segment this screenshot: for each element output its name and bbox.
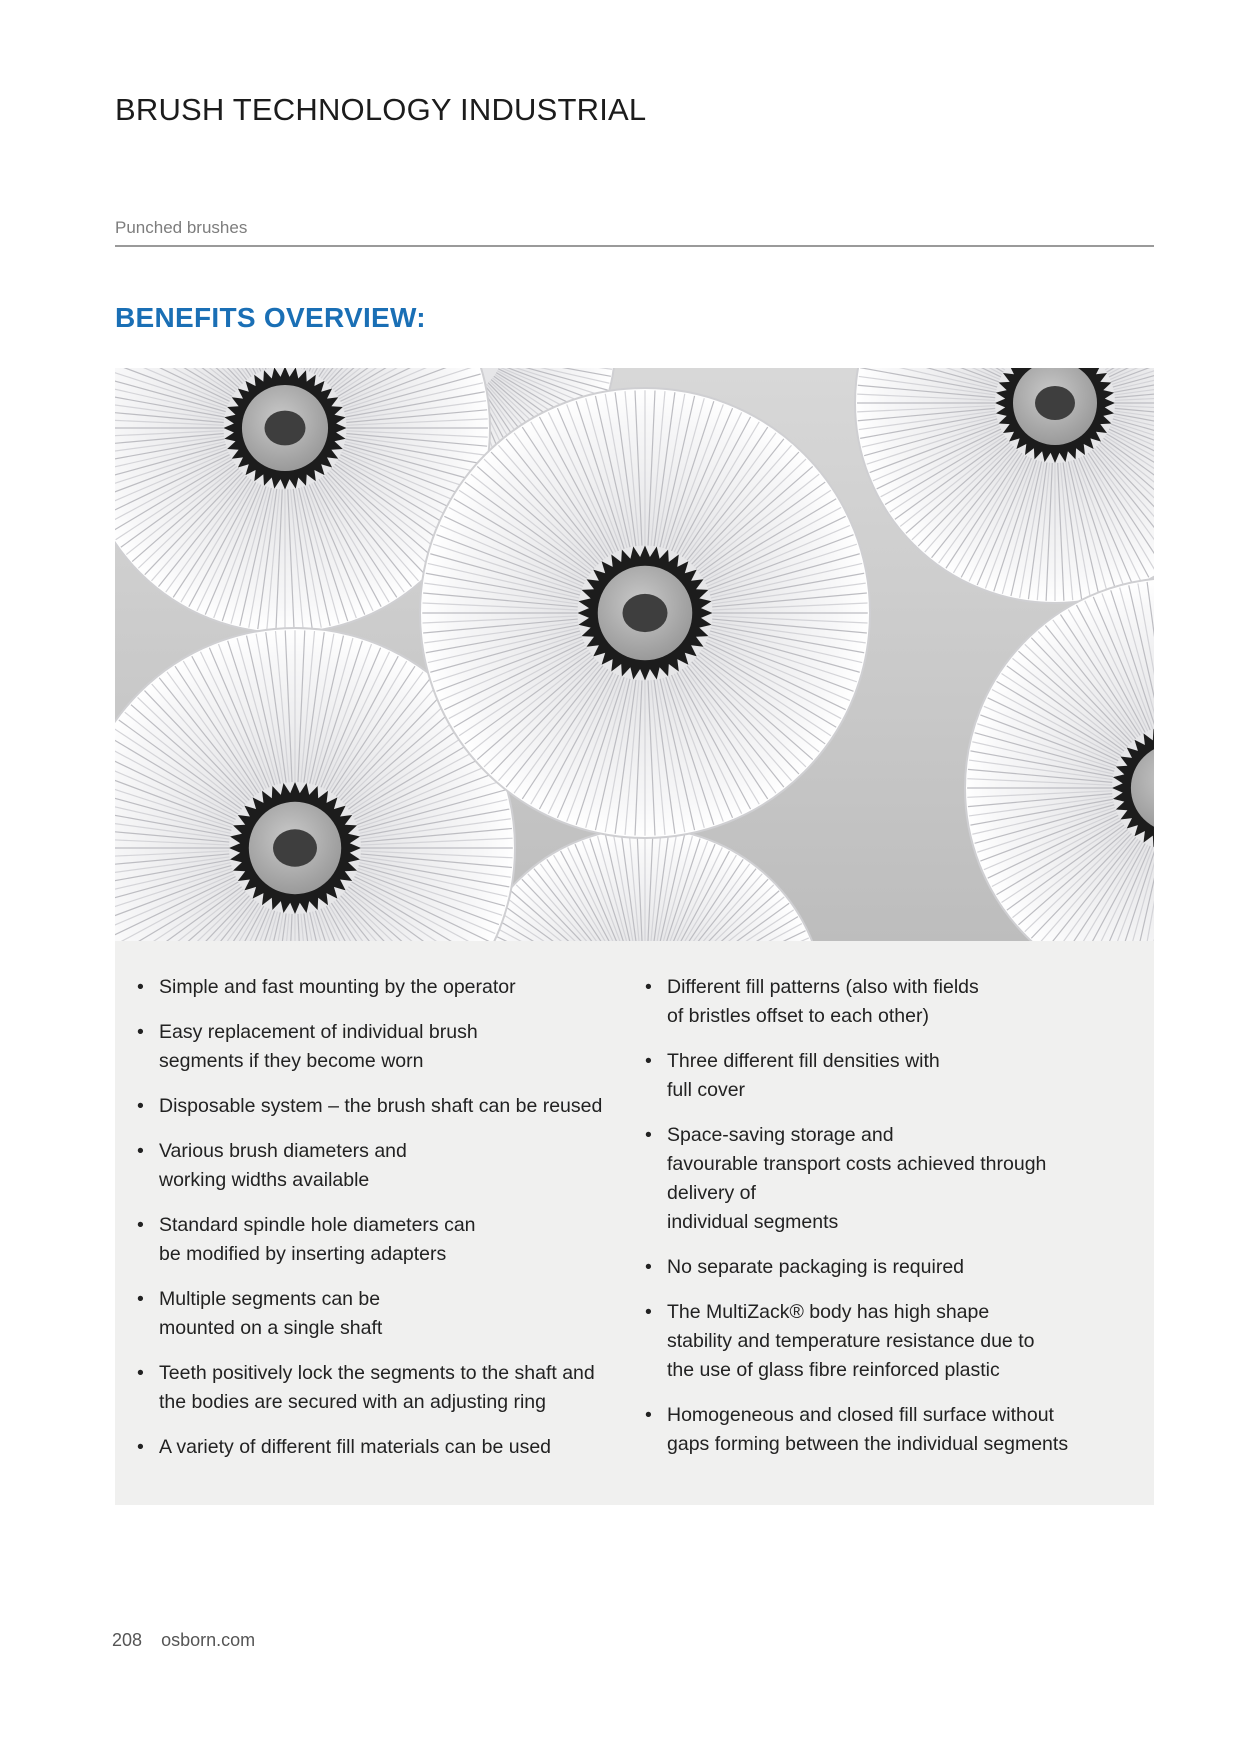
benefit-item	[645, 973, 1125, 1031]
bullet-icon: •	[137, 1288, 144, 1310]
benefit-text: full cover	[667, 1079, 746, 1101]
bullet-icon: •	[137, 1214, 144, 1236]
benefit-text: stability and temperature resistance due to	[667, 1330, 1035, 1352]
benefits-list-right	[645, 973, 1125, 1475]
benefit-text: segments if they become worn	[159, 1050, 424, 1072]
bullet-icon: •	[645, 1124, 652, 1146]
benefit-text: Easy replacement of individual brush	[159, 1021, 478, 1043]
benefit-text: of bristles offset to each other)	[667, 1005, 929, 1027]
website-link[interactable]: osborn.com	[161, 1630, 256, 1650]
page-number: 208	[112, 1630, 143, 1650]
benefit-text: Various brush diameters and	[159, 1140, 407, 1162]
benefit-text: mounted on a single shaft	[159, 1317, 383, 1339]
benefit-text: Space-saving storage and	[667, 1124, 894, 1146]
page-title: BRUSH TECHNOLOGY INDUSTRIAL	[115, 92, 647, 127]
bullet-icon: •	[645, 1256, 652, 1278]
benefit-item	[645, 1047, 1125, 1105]
benefit-item	[137, 1092, 637, 1121]
benefit-item	[137, 1137, 637, 1195]
benefit-item	[137, 1018, 637, 1076]
benefit-text: be modified by inserting adapters	[159, 1243, 447, 1265]
benefit-text: Disposable system – the brush shaft can be reused	[159, 1095, 603, 1117]
benefit-item	[137, 1211, 637, 1269]
bullet-icon: •	[645, 976, 652, 998]
benefit-text: A variety of different fill materials can be used	[159, 1436, 552, 1458]
benefit-text: the use of glass fibre reinforced plastic	[667, 1359, 1000, 1381]
benefits-heading: BENEFITS OVERVIEW:	[115, 302, 426, 333]
benefit-text: Standard spindle hole diameters can	[159, 1214, 476, 1236]
benefit-item	[137, 973, 637, 1002]
benefit-text: Three different fill densities with	[667, 1050, 940, 1072]
benefit-item	[137, 1359, 637, 1417]
bullet-icon: •	[137, 1140, 144, 1162]
bullet-icon: •	[137, 976, 144, 998]
bullet-icon: •	[137, 1436, 144, 1458]
divider	[115, 245, 1154, 247]
footer	[112, 1630, 255, 1651]
bullet-icon: •	[137, 1095, 144, 1117]
benefit-text: No separate packaging is required	[667, 1256, 965, 1278]
benefits-list-left	[137, 973, 637, 1478]
brush-wheel	[420, 388, 870, 838]
bullet-icon: •	[137, 1021, 144, 1043]
benefits-box	[115, 941, 1154, 1505]
benefit-text: The MultiZack® body has high shape	[667, 1301, 990, 1323]
section-label: Punched brushes	[115, 218, 248, 237]
bullet-icon: •	[645, 1404, 652, 1426]
benefit-text: favourable transport costs achieved through	[667, 1153, 1047, 1175]
bullet-icon: •	[645, 1301, 652, 1323]
benefit-text: the bodies are secured with an adjusting ring	[159, 1391, 546, 1413]
benefit-text: Homogeneous and closed fill surface without	[667, 1404, 1054, 1426]
benefit-text: Different fill patterns (also with fields	[667, 976, 979, 998]
benefit-text: Simple and fast mounting by the operator	[159, 976, 516, 998]
benefit-text: gaps forming between the individual segments	[667, 1433, 1069, 1455]
benefit-item	[137, 1285, 637, 1343]
benefit-text: Multiple segments can be	[159, 1288, 381, 1310]
benefit-item	[645, 1401, 1125, 1459]
benefit-item	[645, 1253, 1125, 1282]
benefit-text: individual segments	[667, 1211, 839, 1233]
benefit-item	[645, 1121, 1125, 1237]
brush-wheels-illustration	[115, 368, 1154, 941]
bullet-icon: •	[645, 1050, 652, 1072]
benefit-item	[137, 1433, 637, 1462]
benefit-item	[645, 1298, 1125, 1385]
bullet-icon: •	[137, 1362, 144, 1384]
benefit-text: Teeth positively lock the segments to the shaft and	[159, 1362, 595, 1384]
benefit-text: delivery of	[667, 1182, 756, 1204]
benefit-text: working widths available	[159, 1169, 370, 1191]
brush-photo	[115, 368, 1154, 941]
